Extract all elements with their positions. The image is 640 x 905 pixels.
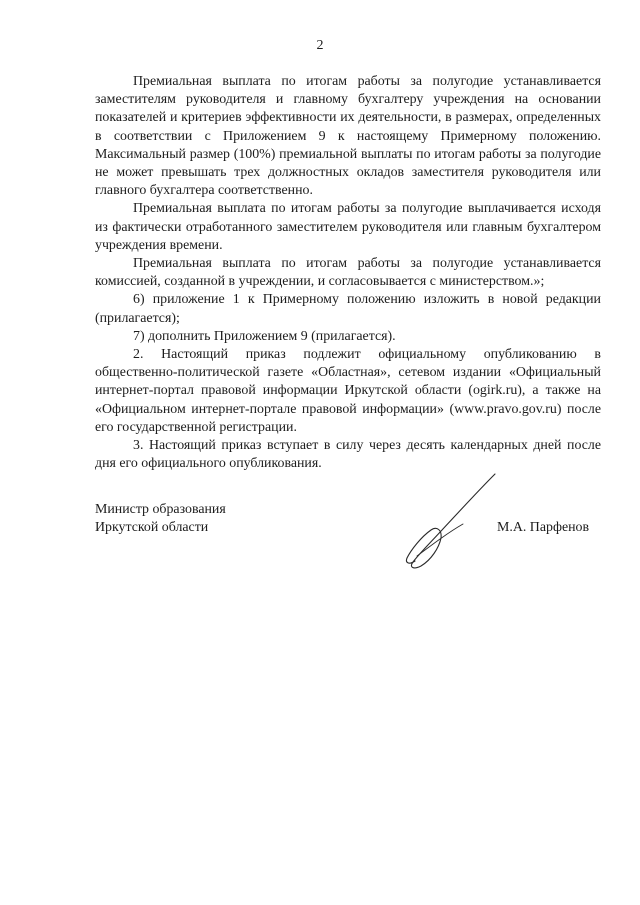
- signatory-title: [95, 501, 226, 537]
- signatory-name: М.А. Парфенов: [497, 520, 590, 535]
- paragraph-bonus-commission: Премиальная выплата по итогам работы за полугодие устанавливается комиссией, созданной в учреждении, и согласовывается с министерством.»;: [95, 256, 601, 290]
- paragraph-publication: 2. Настоящий приказ подлежит официальному опубликованию в общественно-политической газете «Областная», сетевом издании «Официальный интернет-портал правовой информации Иркутской области (ogirk.ru), а также на «Официальном интернет-портале правовой информации» (www.pravo.gov.ru) после его государственной регистрации.: [95, 347, 601, 435]
- document-body: [95, 73, 601, 473]
- signatory-title-line-1: Министр образования: [95, 502, 226, 517]
- paragraph-bonus-basis: Премиальная выплата по итогам работы за полугодие устанавливается заместителям руководителя и главному бухгалтеру учреждения на основании показателей и критериев эффективности их деятельности, в размерах, определенных в соответствии с Приложением 9 к настоящему Примерному положению. Максимальный размер (100%) премиальной выплаты по итогам работы за полугодие не может превышать трех должностных окладов заместителя руководителя или главного бухгалтера соответственно.: [95, 74, 601, 199]
- signatory-title-line-2: Иркутской области: [95, 520, 209, 535]
- paragraph-effective-date: 3. Настоящий приказ вступает в силу через десять календарных дней после дня его официального опубликования.: [95, 438, 601, 472]
- paragraph-item-7: 7) дополнить Приложением 9 (прилагается).: [133, 328, 396, 344]
- paragraph-bonus-payment: Премиальная выплата по итогам работы за полугодие выплачивается исходя из фактически отработанного заместителем руководителя или главным бухгалтером учреждения времени.: [95, 201, 601, 253]
- paragraph-item-6: 6) приложение 1 к Примерному положению изложить в новой редакции (прилагается);: [95, 292, 601, 326]
- page-number: 2: [316, 38, 324, 53]
- handwritten-signature: [395, 470, 505, 575]
